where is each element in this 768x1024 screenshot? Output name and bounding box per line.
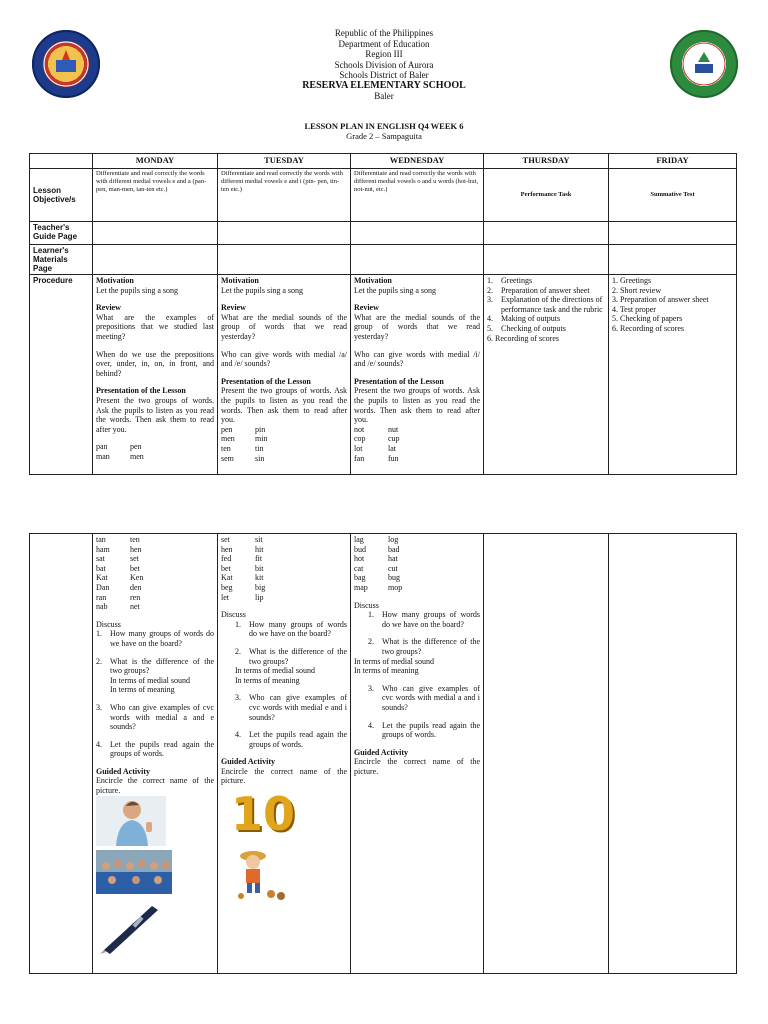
word-pair bbox=[354, 425, 480, 435]
discuss-question-2: 2. What is the difference of the two groups? bbox=[235, 646, 347, 666]
cell-empty bbox=[484, 534, 609, 974]
word-b: hen bbox=[130, 544, 142, 554]
review-question-2: When do we use the prepositions over, under, in, on, in front, and behind? bbox=[96, 349, 214, 378]
word-a: men bbox=[221, 434, 235, 444]
lesson-plan-grade: Grade 2 – Sampaguita bbox=[346, 131, 422, 141]
word-b: hit bbox=[255, 544, 264, 554]
word-pairs-list bbox=[96, 535, 214, 612]
word-pair bbox=[221, 425, 347, 435]
question-subpoint: In terms of medial sound bbox=[235, 666, 315, 676]
word-b: fun bbox=[388, 453, 399, 463]
presentation-heading: Presentation of the Lesson bbox=[354, 376, 444, 386]
friday-step: 4. Test proper bbox=[612, 304, 656, 314]
day-thursday: THURSDAY bbox=[484, 154, 609, 169]
day-monday: MONDAY bbox=[93, 154, 218, 169]
word-pair bbox=[96, 545, 214, 555]
review-question-2: Who can give words with medial /i/ and /e/ sounds? bbox=[354, 349, 480, 369]
word-b: fit bbox=[255, 554, 263, 564]
procedure-friday bbox=[609, 275, 737, 475]
procedure-monday bbox=[93, 275, 218, 475]
guided-activity-text: Encircle the correct name of the picture. bbox=[96, 776, 214, 796]
discuss-question-3: 3. Who can give examples of cvc words with medial a and i sounds? bbox=[368, 683, 480, 712]
word-a: fan bbox=[354, 453, 365, 463]
word-pair bbox=[96, 554, 214, 564]
motivation-text: Let the pupils sing a song bbox=[221, 285, 303, 295]
discuss-question-1: 1. How many groups of words do we have on the board? bbox=[368, 610, 480, 629]
motivation-heading: Motivation bbox=[221, 276, 259, 285]
corner-cell bbox=[30, 154, 93, 169]
word-pair bbox=[354, 434, 480, 444]
word-pair bbox=[354, 564, 480, 574]
word-pair bbox=[221, 545, 347, 555]
question-text: Who can give examples of cvc words with medial e and i sounds? bbox=[249, 693, 347, 722]
lesson-plan-title: LESSON PLAN IN ENGLISH Q4 WEEK 6 bbox=[304, 121, 464, 131]
question-text: What is the difference of the two groups? bbox=[382, 637, 480, 656]
step-text: Preparation of answer sheet bbox=[501, 285, 590, 295]
word-a: lag bbox=[354, 535, 364, 544]
cell-empty bbox=[93, 245, 218, 275]
row-label-objectives: Lesson Objective/s bbox=[30, 169, 93, 222]
friday-step: 1. Greetings bbox=[612, 276, 652, 285]
step-number: 5. bbox=[487, 323, 493, 333]
question-text: How many groups of words do we have on the board? bbox=[249, 619, 347, 639]
question-subpoint: In terms of medial sound bbox=[110, 675, 190, 685]
word-b: tin bbox=[255, 443, 264, 453]
word-a: bud bbox=[354, 544, 366, 554]
word-pair bbox=[354, 554, 480, 564]
word-pair bbox=[354, 573, 480, 583]
cell-empty bbox=[93, 222, 218, 245]
word-pair bbox=[354, 454, 480, 464]
question-subpoint: In terms of meaning bbox=[235, 675, 300, 685]
word-a: pen bbox=[221, 424, 233, 434]
word-pair bbox=[96, 573, 214, 583]
word-b: lip bbox=[255, 592, 264, 602]
word-b: hat bbox=[388, 554, 398, 564]
cell-empty bbox=[609, 245, 737, 275]
word-pair bbox=[354, 535, 480, 545]
word-b: ren bbox=[130, 592, 141, 602]
word-a: bag bbox=[354, 573, 366, 583]
word-a: bet bbox=[221, 563, 231, 573]
word-pair bbox=[221, 564, 347, 574]
discuss-heading: Discuss bbox=[96, 619, 121, 629]
review-heading: Review bbox=[354, 303, 379, 313]
question-text: What is the difference of the two groups? bbox=[110, 656, 214, 676]
word-b: big bbox=[255, 582, 266, 592]
review-question-2: Who can give words with medial /a/ and /e/ sounds? bbox=[221, 349, 347, 369]
step-text: Checking of outputs bbox=[501, 323, 566, 333]
word-a: not bbox=[354, 424, 365, 434]
word-b: cut bbox=[388, 563, 398, 573]
cell-empty bbox=[484, 222, 609, 245]
thursday-step bbox=[487, 286, 605, 296]
word-pair bbox=[221, 593, 347, 603]
objective-thursday: Performance Task bbox=[484, 169, 609, 222]
day-wednesday: WEDNESDAY bbox=[351, 154, 484, 169]
header-town: Baler bbox=[374, 91, 394, 101]
objective-monday: Differentiate and read correctly the words with different medial vowels e and a (pan- pen, man-men, tan-ten etc.) bbox=[93, 169, 218, 222]
word-pair bbox=[221, 454, 347, 464]
word-pair bbox=[221, 535, 347, 545]
motivation-heading: Motivation bbox=[96, 276, 134, 285]
presentation-text: Present the two groups of words. Ask the pupils to listen as you read the words. Then ask them to read after you. bbox=[221, 386, 347, 425]
presentation-text: Present the two groups of words. Ask the pupils to listen as you read the words. Then ask them to read after you. bbox=[354, 386, 480, 425]
review-question-1: What are the medial sounds of the group of words that we read yesterday? bbox=[354, 312, 480, 341]
discuss-question-2: 2. What is the difference of the two groups? bbox=[368, 637, 480, 656]
word-pair bbox=[96, 583, 214, 593]
word-b: sit bbox=[255, 535, 263, 544]
word-a: map bbox=[354, 582, 368, 592]
word-b: net bbox=[130, 602, 140, 612]
friday-steps bbox=[612, 276, 733, 334]
word-pair bbox=[96, 442, 214, 452]
row-label-teachers-guide: Teacher's Guide Page bbox=[30, 222, 93, 245]
word-a: Dan bbox=[96, 582, 110, 592]
word-a: fed bbox=[221, 554, 232, 564]
discuss-question-4: 4. Let the pupils read again the groups of words. bbox=[235, 730, 347, 749]
procedure-monday-cont bbox=[93, 534, 218, 974]
step-number: 1. bbox=[487, 276, 493, 285]
thursday-steps bbox=[487, 276, 605, 334]
guided-activity-heading: Guided Activity bbox=[96, 766, 151, 776]
word-a: beg bbox=[221, 582, 233, 592]
word-pair bbox=[221, 434, 347, 444]
header-republic: Republic of the Philippines bbox=[334, 28, 434, 38]
question-subpoint: In terms of meaning bbox=[354, 666, 419, 676]
procedure-tuesday-cont bbox=[218, 534, 351, 974]
friday-step: 2. Short review bbox=[612, 285, 662, 295]
word-pairs-list bbox=[354, 425, 480, 463]
word-a: cat bbox=[354, 563, 364, 573]
discuss-heading: Discuss bbox=[354, 600, 379, 610]
header-department: Department of Education bbox=[338, 38, 430, 49]
discuss-question-4: 4. Let the pupils read again the groups of words. bbox=[96, 739, 214, 759]
cell-empty bbox=[351, 222, 484, 245]
lesson-plan-table-page2 bbox=[29, 533, 737, 974]
review-heading: Review bbox=[96, 303, 121, 313]
group-of-men-picture bbox=[96, 850, 172, 894]
word-b: ten bbox=[130, 535, 140, 544]
word-b: men bbox=[130, 451, 144, 461]
header-division: Schools Division of Aurora bbox=[334, 59, 434, 70]
word-b: mop bbox=[388, 582, 403, 592]
word-b: nut bbox=[388, 424, 399, 434]
discuss-question-3: 3. Who can give examples of cvc words with medial e and i sounds? bbox=[235, 693, 347, 722]
number-ten-picture bbox=[221, 786, 347, 846]
word-a: ran bbox=[96, 592, 107, 602]
question-text: What is the difference of the two groups? bbox=[249, 646, 347, 666]
cell-empty bbox=[218, 222, 351, 245]
question-text: How many groups of words do we have on the board? bbox=[382, 610, 480, 629]
step-number: 2. bbox=[487, 285, 493, 295]
word-a: hen bbox=[221, 544, 233, 554]
day-friday: FRIDAY bbox=[609, 154, 737, 169]
cell-empty bbox=[609, 222, 737, 245]
procedure-tuesday bbox=[218, 275, 351, 475]
question-text: Who can give examples of cvc words with medial a and e sounds? bbox=[110, 702, 214, 732]
discuss-question-1: 1. How many groups of words do we have on the board? bbox=[96, 629, 214, 648]
number-ten-text: 10 bbox=[231, 787, 296, 842]
word-pair bbox=[96, 452, 214, 462]
thursday-step bbox=[487, 295, 605, 314]
friday-step: 3. Preparation of answer sheet bbox=[612, 295, 709, 305]
word-pair bbox=[221, 573, 347, 583]
question-text: Who can give examples of cvc words with medial a and i sounds? bbox=[382, 683, 480, 712]
question-text: Let the pupils read again the groups of words. bbox=[110, 739, 214, 759]
lesson-plan-table-page1 bbox=[29, 153, 737, 475]
objective-friday: Summative Test bbox=[609, 169, 737, 222]
discuss-question-3: 3. Who can give examples of cvc words with medial a and e sounds? bbox=[96, 702, 214, 732]
lesson-plan-title-block bbox=[0, 121, 768, 141]
word-b: log bbox=[388, 535, 399, 544]
guided-activity-text: Encircle the correct name of the picture. bbox=[221, 766, 347, 786]
review-heading: Review bbox=[221, 303, 246, 313]
word-b: bug bbox=[388, 573, 400, 583]
objective-tuesday: Differentiate and read correctly the words with different medial vowels e and i (pin- pen, tin-ten etc.) bbox=[218, 169, 351, 222]
word-a: bat bbox=[96, 563, 106, 573]
word-pair bbox=[96, 564, 214, 574]
word-a: sat bbox=[96, 554, 105, 564]
word-b: lat bbox=[388, 443, 396, 453]
cell-empty bbox=[609, 534, 737, 974]
procedure-thursday bbox=[484, 275, 609, 475]
question-subpoint: In terms of meaning bbox=[110, 685, 175, 695]
word-b: bad bbox=[388, 544, 400, 554]
word-a: ten bbox=[221, 443, 231, 453]
word-a: Kat bbox=[96, 573, 108, 583]
word-pair bbox=[354, 545, 480, 555]
word-pairs-list bbox=[221, 535, 347, 602]
step-text: Greetings bbox=[501, 276, 533, 285]
word-pairs-list bbox=[354, 535, 480, 593]
presentation-heading: Presentation of the Lesson bbox=[96, 386, 186, 396]
question-subpoint: In terms of medial sound bbox=[354, 656, 434, 666]
thursday-step bbox=[487, 314, 605, 324]
presentation-heading: Presentation of the Lesson bbox=[221, 376, 311, 386]
word-pairs-list bbox=[221, 425, 347, 463]
step-number: 3. bbox=[487, 295, 493, 305]
word-pair bbox=[354, 583, 480, 593]
question-text: How many groups of words do we have on the board? bbox=[110, 629, 214, 648]
pen-picture bbox=[96, 898, 166, 954]
motivation-heading: Motivation bbox=[354, 276, 392, 285]
procedure-wednesday-cont bbox=[351, 534, 484, 974]
discuss-heading: Discuss bbox=[221, 610, 246, 620]
cell-empty bbox=[218, 245, 351, 275]
word-b: pin bbox=[255, 424, 266, 434]
friday-step: 5. Checking of papers bbox=[612, 314, 683, 324]
cell-empty bbox=[351, 245, 484, 275]
discuss-question-1: 1. How many groups of words do we have on the board? bbox=[235, 619, 347, 639]
word-a: Kat bbox=[221, 573, 233, 583]
discuss-question-4: 4. Let the pupils read again the groups of words. bbox=[368, 720, 480, 740]
motivation-text: Let the pupils sing a song bbox=[354, 285, 436, 295]
word-pair bbox=[96, 602, 214, 612]
word-b: den bbox=[130, 582, 142, 592]
word-pairs-list bbox=[96, 442, 214, 461]
word-pair bbox=[96, 593, 214, 603]
man-thumbs-up-picture bbox=[96, 796, 166, 846]
word-b: set bbox=[130, 554, 139, 564]
word-pair bbox=[221, 444, 347, 454]
word-a: ham bbox=[96, 544, 110, 554]
word-a: sem bbox=[221, 453, 234, 463]
word-a: nab bbox=[96, 602, 108, 612]
presentation-text: Present the two groups of words. Ask the pupils to listen as you read the words. Then ask them to read after you. bbox=[96, 395, 214, 434]
word-a: cop bbox=[354, 434, 366, 444]
word-b: pen bbox=[130, 442, 142, 452]
word-a: lot bbox=[354, 443, 363, 453]
procedure-wednesday bbox=[351, 275, 484, 475]
review-question-1: What are the medial sounds of the group of words that we read yesterday? bbox=[221, 312, 347, 341]
word-a: pan bbox=[96, 442, 108, 452]
word-a: man bbox=[96, 451, 110, 461]
word-b: cup bbox=[388, 434, 400, 444]
thursday-step bbox=[487, 276, 605, 286]
word-a: hot bbox=[354, 554, 365, 564]
header-district: Schools District of Baler bbox=[339, 70, 429, 80]
step-text: Making of outputs bbox=[501, 314, 561, 324]
cell-empty bbox=[484, 245, 609, 275]
row-label-learners-materials: Learner's Materials Page bbox=[30, 245, 93, 275]
objective-wednesday: Differentiate and read correctly the words with different medial vowels o and u words (hot-hut, not-nut, etc.) bbox=[351, 169, 484, 222]
word-pair bbox=[221, 583, 347, 593]
question-text: Let the pupils read again the groups of words. bbox=[249, 730, 347, 749]
document-header bbox=[0, 28, 768, 102]
word-b: sin bbox=[255, 453, 265, 463]
guided-activity-text: Encircle the correct name of the picture. bbox=[354, 757, 480, 776]
day-tuesday: TUESDAY bbox=[218, 154, 351, 169]
thursday-step-6: 6. Recording of scores bbox=[487, 333, 559, 343]
question-text: Let the pupils read again the groups of words. bbox=[382, 720, 480, 740]
motivation-text: Let the pupils sing a song bbox=[96, 285, 178, 295]
word-pair bbox=[221, 554, 347, 564]
cell-empty bbox=[30, 534, 93, 974]
guided-activity-heading: Guided Activity bbox=[221, 757, 276, 767]
word-pair bbox=[96, 535, 214, 545]
row-label-procedure: Procedure bbox=[30, 275, 93, 475]
review-question-1: What are the examples of prepositions that we studied last meeting? bbox=[96, 312, 214, 341]
friday-step: 6. Recording of scores bbox=[612, 323, 684, 333]
word-a: let bbox=[221, 592, 229, 602]
word-pair bbox=[354, 444, 480, 454]
thursday-step bbox=[487, 324, 605, 334]
word-a: set bbox=[221, 535, 230, 544]
word-a: tan bbox=[96, 535, 106, 544]
child-feeding-chickens-picture bbox=[227, 846, 297, 902]
step-number: 4. bbox=[487, 314, 493, 324]
word-b: Ken bbox=[130, 573, 144, 583]
word-b: kit bbox=[255, 573, 264, 583]
word-b: bet bbox=[130, 563, 140, 573]
word-b: min bbox=[255, 434, 268, 444]
step-text: Explanation of the directions of performance task and the rubric bbox=[501, 295, 603, 314]
header-region: Region III bbox=[365, 49, 403, 59]
guided-activity-heading: Guided Activity bbox=[354, 747, 409, 757]
discuss-question-2: 2. What is the difference of the two groups? bbox=[96, 656, 214, 676]
word-b: bit bbox=[255, 563, 264, 573]
header-school-name: RESERVA ELEMENTARY SCHOOL bbox=[302, 79, 466, 91]
